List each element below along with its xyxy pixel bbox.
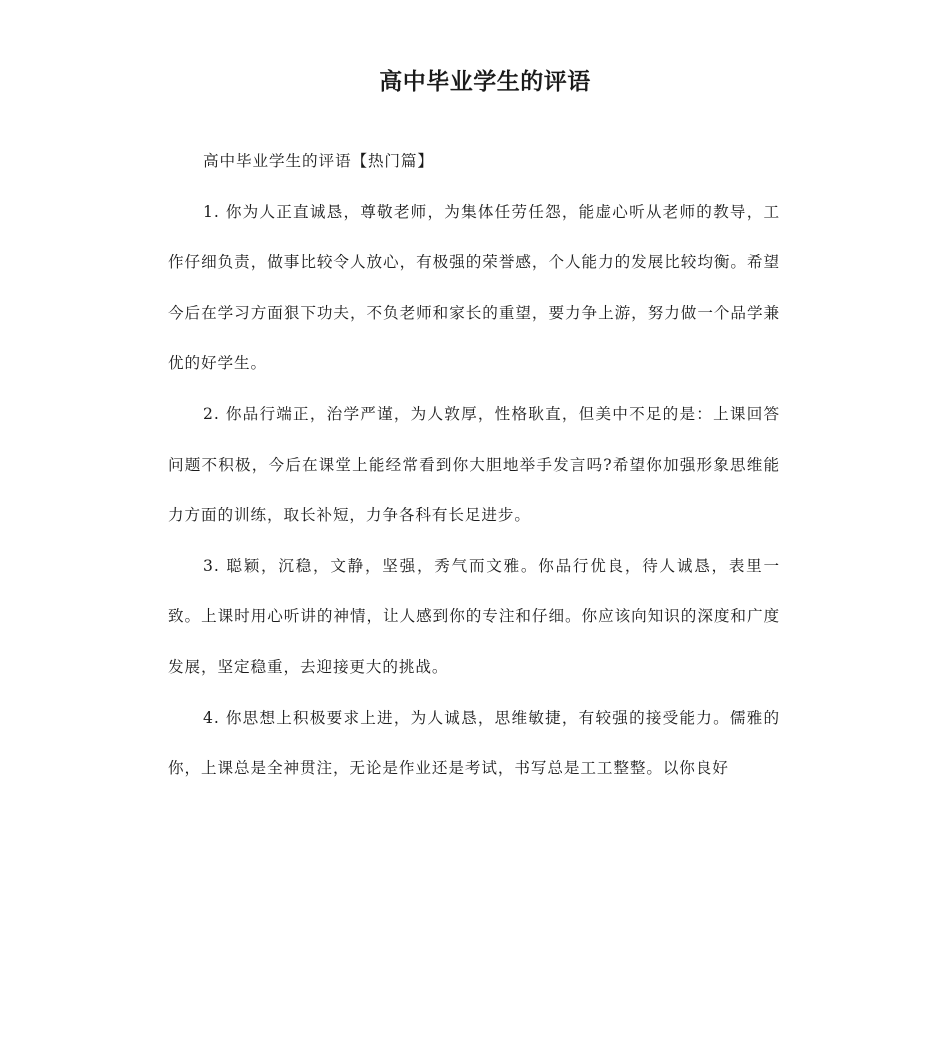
paragraph-1: 1. 你为人正直诚恳，尊敬老师，为集体任劳任怨，能虚心听从老师的教导，工作仔细负责，做事比较令人放心，有极强的荣誉感，个人能力的发展比较均衡。希望今后在学习方面狠下功夫，不负老师和家长的重望，要力争上游，努力做一个品学兼优的好学生。 (168, 202, 780, 373)
document-body (168, 136, 780, 794)
paragraph-4: 4. 你思想上积极要求上进，为人诚恳，思维敏捷，有较强的接受能力。儒雅的你，上课总是全神贯注，无论是作业还是考试，书写总是工工整整。以你良好 (168, 708, 780, 778)
paragraph-2: 2. 你品行端正，治学严谨，为人敦厚，性格耿直，但美中不足的是：上课回答问题不积极，今后在课堂上能经常看到你大胆地举手发言吗?希望你加强形象思维能力方面的训练，取长补短，力争各科有长足进步。 (168, 404, 780, 525)
paragraph-3: 3. 聪颖，沉稳，文静，坚强，秀气而文雅。你品行优良，待人诚恳，表里一致。上课时用心听讲的神情，让人感到你的专注和仔细。你应该向知识的深度和广度发展，坚定稳重，去迎接更大的挑战。 (168, 556, 780, 676)
subtitle: 高中毕业学生的评语【热门篇】 (203, 152, 434, 170)
page-title: 高中毕业学生的评语 (379, 69, 591, 95)
